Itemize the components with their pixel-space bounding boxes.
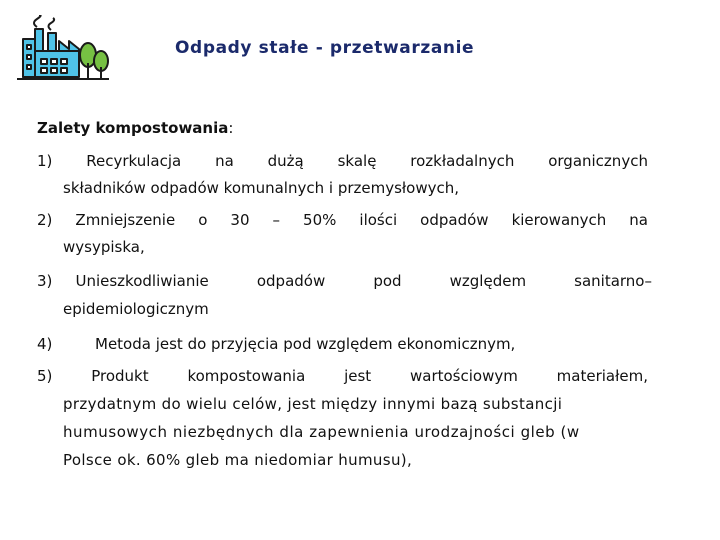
item-5-line-3: humusowych niezbędnych dla zapewnienia urodzajności gleb (w	[63, 423, 580, 441]
section-heading	[37, 119, 233, 137]
item-1-number: 1)	[37, 152, 53, 170]
item-3-word: Unieszkodliwianie	[75, 272, 209, 290]
item-1-line-1	[37, 151, 648, 171]
item-5-word: kompostowania	[187, 367, 306, 385]
heading-bold: Zalety kompostowania	[37, 119, 229, 137]
item-2-word: o	[198, 211, 208, 229]
item-2-word: kierowanych	[511, 211, 607, 229]
item-2-word: ilości	[359, 211, 398, 229]
item-4-number: 4)	[37, 335, 53, 353]
item-2-word: 50%	[303, 211, 337, 229]
item-1-word: dużą	[267, 152, 304, 170]
item-5-line-4: Polsce ok. 60% gleb ma niedomiar humusu),	[63, 451, 413, 469]
item-3-word: pod	[373, 272, 402, 290]
item-2-word: –	[272, 211, 281, 229]
item-2-word: odpadów	[420, 211, 489, 229]
item-3-word: odpadów	[256, 272, 326, 290]
heading-suffix: :	[228, 119, 234, 137]
item-5-word: jest	[344, 367, 372, 385]
item-1-line-2: składników odpadów komunalnych i przemysłowych,	[63, 179, 460, 197]
item-1-word: na	[215, 152, 234, 170]
factory-with-trees-icon	[15, 15, 111, 85]
item-3-word: względem	[449, 272, 527, 290]
item-4-text: Metoda jest do przyjęcia pod względem ekonomicznym,	[95, 335, 516, 353]
item-2-word: 30	[230, 211, 250, 229]
item-2-word: na	[629, 211, 648, 229]
item-3-number: 3)	[37, 272, 53, 290]
item-1-word: rozkładalnych	[410, 152, 515, 170]
item-2-line-1	[37, 210, 648, 230]
item-2-line-2: wysypiska,	[63, 238, 145, 256]
item-1-word: organicznych	[548, 152, 648, 170]
item-3-line-2: epidemiologicznym	[63, 300, 209, 318]
item-3-line-1	[37, 271, 652, 291]
item-5-line-1	[37, 366, 648, 386]
item-1-word: skalę	[337, 152, 377, 170]
item-5-word: wartościowym	[410, 367, 518, 385]
item-5-word: materiałem,	[556, 367, 648, 385]
item-5-number: 5)	[37, 367, 53, 385]
item-5-line-2: przydatnym do wielu celów, jest między innymi bazą substancji	[63, 395, 563, 413]
slide-title: Odpady stałe - przetwarzanie	[175, 38, 475, 58]
item-2-number: 2)	[37, 211, 53, 229]
item-2-word: Zmniejszenie	[75, 211, 176, 229]
item-1-word: Recyrkulacja	[86, 152, 182, 170]
item-5-word: Produkt	[91, 367, 149, 385]
item-3-word: sanitarno–	[574, 272, 652, 290]
